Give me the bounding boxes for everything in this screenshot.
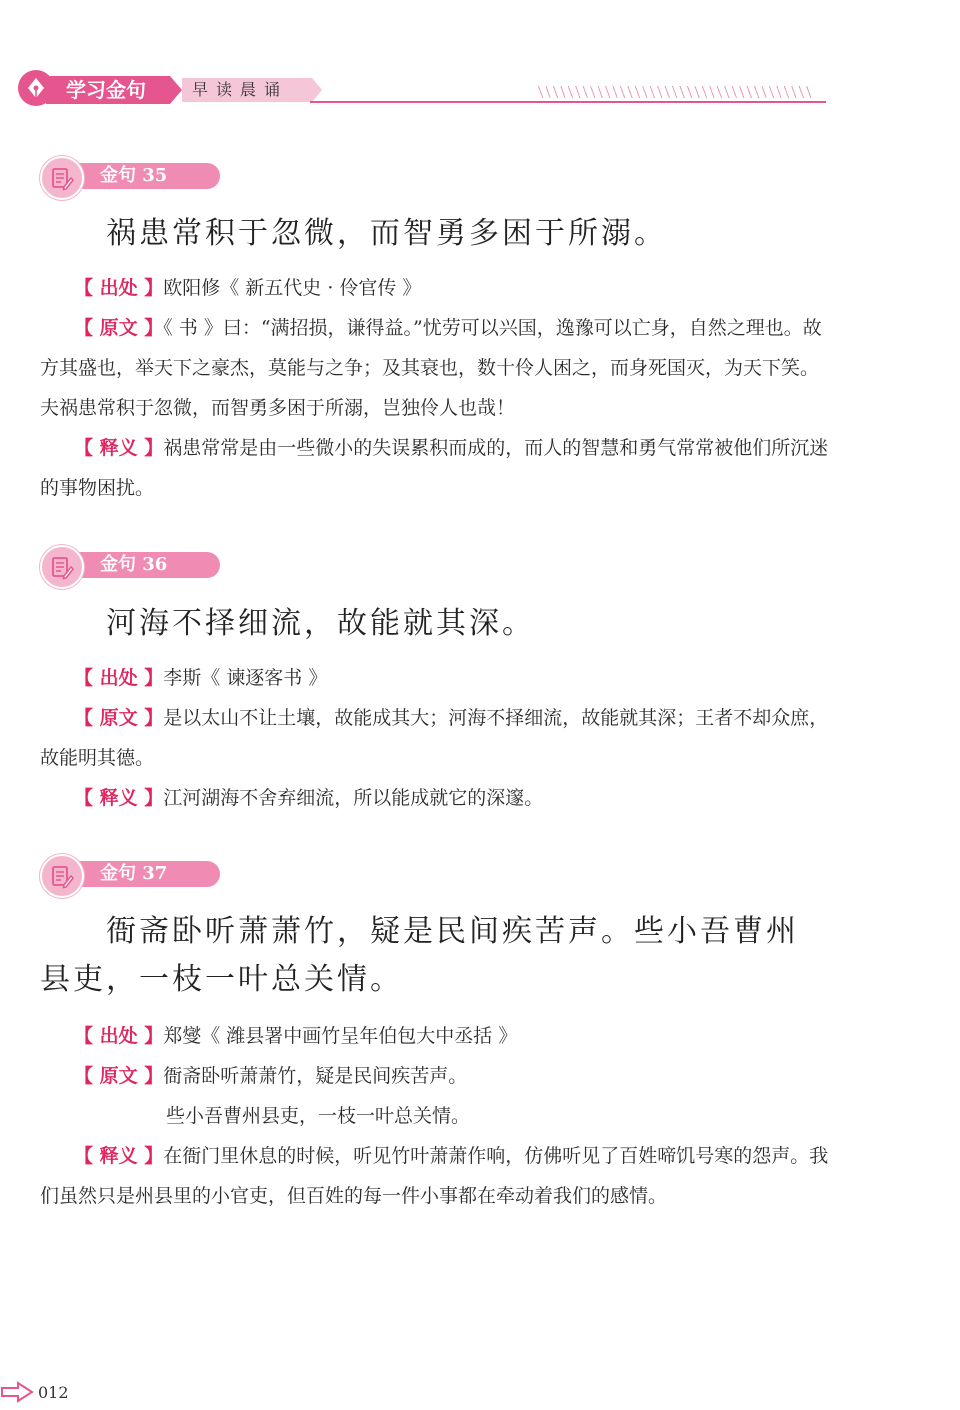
original-37 [40, 1056, 830, 1096]
meaning-tag: 【 释义 】 [74, 437, 164, 459]
badge-label: 金句 37 [100, 863, 168, 884]
page-arrow-icon [0, 1381, 34, 1403]
original-tag: 【 原文 】 [74, 707, 164, 729]
header-title: 学习金句 [46, 76, 170, 104]
meaning-text: 祸患常常是由一些微小的失误累积而成的，而人的智慧和勇气常常被他们所沉迷的事物困扰。 [40, 437, 829, 499]
meaning-text: 在衙门里休息的时候，听见竹叶萧萧作响，仿佛听见了百姓啼饥号寒的怨声。我们虽然只是州县里的小官吏，但百姓的每一件小事都在牵动着我们的感情。 [40, 1145, 829, 1207]
meaning-tag: 【 释义 】 [74, 787, 164, 809]
meaning-35 [40, 428, 830, 508]
header-subtitle-arrow [312, 78, 322, 102]
original-tag: 【 原文 】 [74, 1065, 164, 1087]
original-text: 《 书 》曰：“满招损，谦得益。”忧劳可以兴国，逸豫可以亡身，自然之理也。故方其盛也，举天下之豪杰，莫能与之争；及其衰也，数十伶人困之，而身死国灭，为天下笑。夫祸患常积于忽微，而智勇多困于所溺，岂独伶人也哉！ [40, 317, 822, 419]
verse-36: 河海不择细流，故能就其深。 [106, 606, 535, 641]
source-tag: 【 出处 】 [74, 1025, 164, 1047]
source-text: 郑燮《 潍县署中画竹呈年伯包大中丞括 》 [163, 1025, 518, 1047]
original-35 [40, 308, 830, 428]
source-35 [40, 268, 830, 308]
badge-label: 金句 35 [100, 165, 168, 186]
page-number: 012 [38, 1383, 69, 1402]
original-tag: 【 原文 】 [74, 317, 164, 339]
meaning-37 [40, 1136, 830, 1216]
notepad-pencil-icon [40, 545, 84, 589]
source-text: 李斯《 谏逐客书 》 [163, 667, 328, 689]
badge-label: 金句 36 [100, 554, 168, 575]
meaning-36 [40, 778, 830, 818]
meaning-tag: 【 释义 】 [74, 1145, 164, 1167]
notepad-pencil-icon [40, 854, 84, 898]
verse-35: 祸患常积于忽微，而智勇多困于所溺。 [106, 216, 667, 251]
page-header [0, 0, 960, 110]
source-36 [40, 658, 830, 698]
header-rule [310, 101, 826, 103]
meaning-text: 江河湖海不舍弃细流，所以能成就它的深邃。 [163, 787, 544, 809]
header-title-arrow [170, 76, 182, 104]
section-badge-35 [40, 156, 190, 196]
original-text: 是以太山不让土壤，故能成其大；河海不择细流，故能就其深；王者不却众庶，故能明其德。 [40, 707, 829, 769]
original-36 [40, 698, 830, 778]
section-badge-37 [40, 854, 190, 894]
section-badge-36 [40, 545, 190, 585]
source-text: 欧阳修《 新五代史 · 伶官传 》 [163, 277, 422, 299]
source-tag: 【 出处 】 [74, 667, 164, 689]
original-37-line2: 些小吾曹州县吏，一枝一叶总关情。 [166, 1105, 471, 1127]
verse-37: 衙斋卧听萧萧竹，疑是民间疾苦声。些小吾曹州县吏，一枝一叶总关情。 [40, 914, 799, 997]
header-hatch-decoration [538, 86, 814, 98]
original-text-line1: 衙斋卧听萧萧竹，疑是民间疾苦声。 [163, 1065, 468, 1087]
source-37 [40, 1016, 830, 1056]
header-subtitle: 早读晨诵 [182, 78, 312, 102]
notepad-pencil-icon [40, 156, 84, 200]
source-tag: 【 出处 】 [74, 277, 164, 299]
